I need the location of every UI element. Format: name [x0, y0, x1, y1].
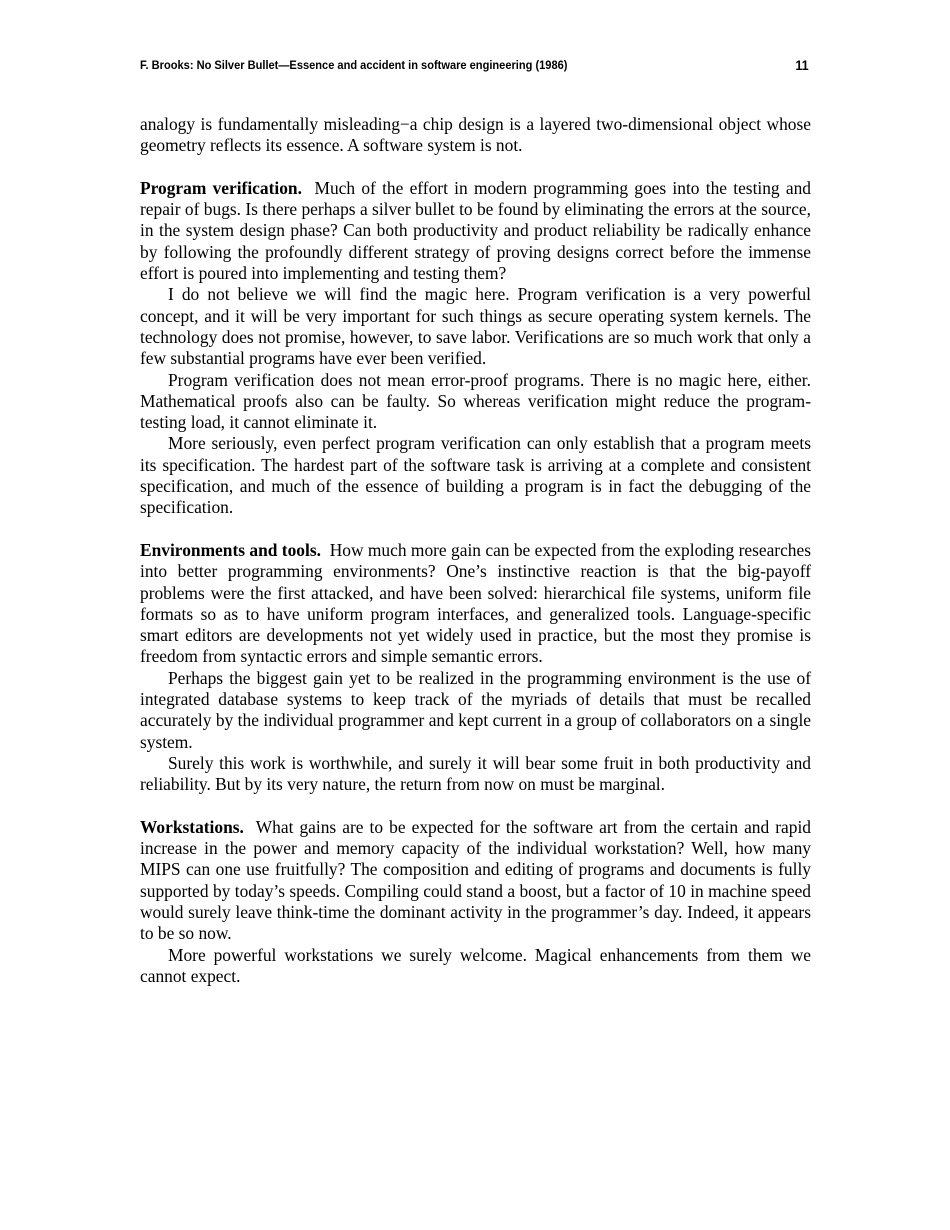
section-heading: Program verification.	[140, 177, 302, 198]
page-number: 11	[795, 57, 809, 73]
paragraph: I do not believe we will find the magic here. Program verification is a very powerful concept, and it will be very important for such things as secure operating system kernels. The technology does not promise, however, to save labor. Verifications are so much work that only a few substantial programs have ever been verified.	[140, 284, 811, 369]
paragraph-text: Much of the effort in modern programming goes into the testing and repair of bugs. Is there perhaps a silver bullet to be found by eliminating the errors at the source, in the system design phase? Can both productivity and product reliability be radically enhance by following the profoundly different strategy of proving designs correct before the immense effort is poured into implementing and testing them?	[140, 177, 812, 284]
paragraph: More seriously, even perfect program verification can only establish that a program meets its specification. The hardest part of the software task is arriving at a complete and consistent specification, and much of the essence of building a program is in fact the debugging of the specification.	[140, 433, 811, 518]
paragraph: Perhaps the biggest gain yet to be realized in the programming environment is the use of integrated database systems to keep track of the myriads of details that must be recalled accurately by the individual programmer and kept current in a group of collaborators on a single system.	[140, 667, 811, 752]
section-program-verification	[140, 178, 811, 284]
page-header	[140, 56, 809, 74]
section-heading: Environments and tools.	[140, 539, 321, 560]
paragraph-text: How much more gain can be expected from the exploding researches into better programming environments? One’s instinctive reaction is that the big-payoff problems were the first attacked, and have been solved: hierarchical file systems, uniform file formats so as to have uniform program interfaces, and generalized tools. Language-specific smart editors are developments not yet widely used in practice, but the most they promise is freedom from syntactic errors and simple semantic errors.	[140, 539, 811, 667]
body-text	[140, 114, 811, 987]
paragraph: More powerful workstations we surely welcome. Magical enhancements from them we cannot expect.	[140, 944, 811, 986]
section-environments-and-tools	[140, 540, 811, 668]
paragraph: Surely this work is worthwhile, and surely it will bear some fruit in both productivity and reliability. But by its very nature, the return from now on must be marginal.	[140, 752, 811, 795]
paragraph: Program verification does not mean error-proof programs. There is no magic here, either. Mathematical proofs also can be faulty. So whereas verification might reduce the program-testing load, it cannot eliminate it.	[140, 369, 811, 433]
section-heading: Workstations.	[140, 816, 244, 837]
section-workstations	[140, 817, 811, 945]
paragraph-text: What gains are to be expected for the software art from the certain and rapid increase in the power and memory capacity of the individual workstation? Well, how many MIPS can one use fruitfully? The composition and editing of programs and documents is fully supported by today’s speeds. Compiling could stand a boost, but a factor of 10 in machine speed would surely leave think-time the dominant activity in the programmer’s day. Indeed, it appears to be so now.	[140, 816, 812, 944]
running-title: F. Brooks: No Silver Bullet—Essence and accident in software engineering (1986)	[140, 58, 568, 72]
paragraph-continued: analogy is fundamentally misleading−a chip design is a layered two-dimensional object whose geometry reflects its essence. A software system is not.	[140, 114, 811, 156]
